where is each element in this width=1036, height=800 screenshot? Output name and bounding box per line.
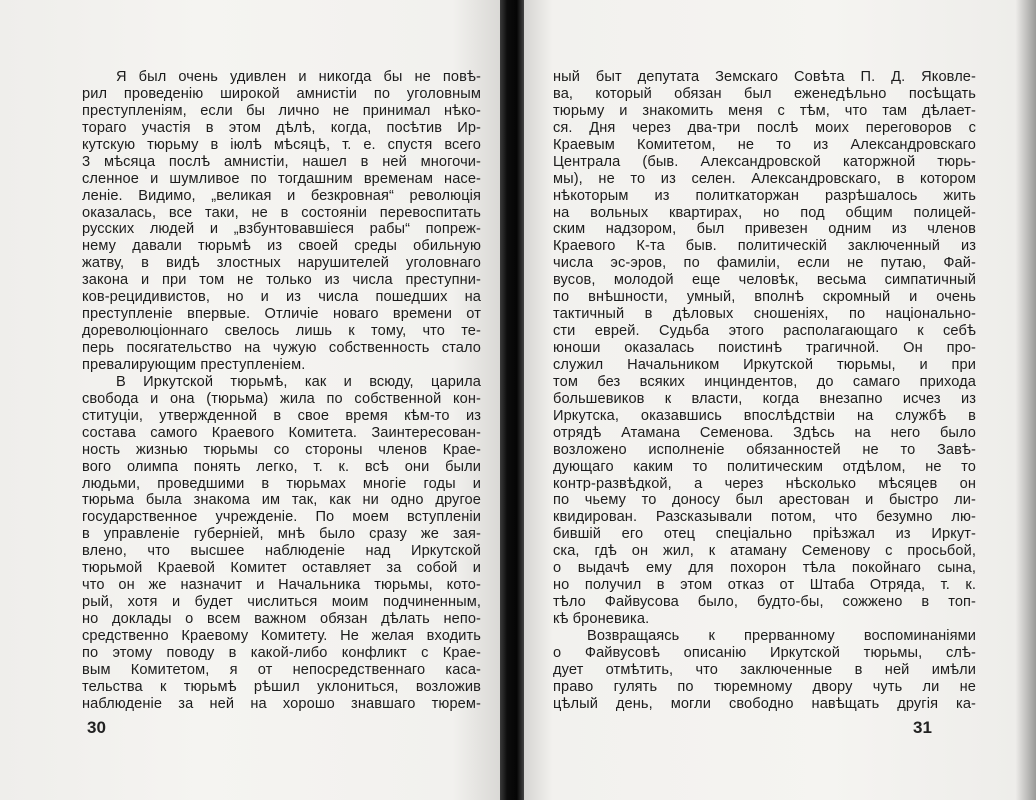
text-line: квидирован. Разсказывали потом, что безумно лю- — [553, 509, 976, 526]
text-line: жатву, в видѣ злостных нарушителей уголовнаго — [82, 255, 481, 272]
text-line: но получил в этом отказ от Штаба Отряда, т. к. — [553, 577, 976, 594]
text-line: том без всяких инциндентов, до самаго прихода — [553, 373, 976, 390]
text-line: Краевым Комитетом, не то из Александровскаго — [553, 136, 976, 153]
text-line: закона и при том не только из числа преступни- — [82, 272, 481, 289]
page-number-left: 30 — [87, 718, 106, 737]
text-line: кутскую тюрьму в iюлѣ мѣсяцѣ, т. е. спустя всего — [82, 136, 481, 153]
left-page-text — [82, 69, 481, 713]
text-line: преступленiе впервые. Отличiе новаго времени от — [82, 306, 481, 323]
text-line: превалирующим преступленiем. — [82, 356, 306, 373]
text-line: влено, что высшее наблюденiе над Иркутской — [82, 543, 481, 560]
text-line: служил Начальником Иркутской тюрьмы, и при — [553, 356, 976, 373]
text-line: числа эс-эров, по фамилiи, если не путаю, Фай- — [553, 255, 976, 272]
text-line: дующаго каким то политическим отдѣлом, не то — [553, 458, 976, 475]
text-line: вым Комитетом, я от непосредственнаго каса- — [82, 661, 481, 678]
text-line: тораго участiя в этом дѣлѣ, когда, посѣтив Ир- — [82, 119, 481, 136]
text-line: средственно Краевому Комитету. Не желая входить — [82, 627, 481, 644]
text-line: свобода и она (тюрьма) жила по собственной кон- — [82, 390, 481, 407]
text-line: людьми, проведшими в тюрьмах многiе годы и — [82, 475, 481, 492]
book-gutter — [500, 0, 524, 800]
text-line: рил проведенiю широкой амнистiи по уголовным — [82, 85, 481, 102]
text-line: тюрьмой Краевой Комитет оставляет за собой и — [82, 560, 481, 577]
text-line: состава самого Краевого Комитета. Заинтересован- — [82, 424, 481, 441]
text-line: о Файвусовѣ описанiю Иркутской тюрьмы, слѣ- — [553, 644, 976, 661]
text-line: большевиков к власти, когда внезапно исчез из — [553, 390, 976, 407]
text-line: нему давали тюрьмѣ из своей среды обильную — [82, 238, 481, 255]
text-line: В Иркутской тюрьмѣ, как и всюду, царила — [116, 373, 481, 390]
text-line: по чьему то доносу был арестован и быстро ли- — [553, 492, 976, 509]
text-line: ским надзором, был привезен одним из членов — [553, 221, 976, 238]
text-line: ска, гдѣ он жил, к атаману Семенову с просьбой, — [553, 543, 976, 560]
text-line: ся. Дня через два-три послѣ моих переговоров с — [553, 119, 976, 136]
text-line: ков-рецидивистов, но и из числа пошедших на — [82, 289, 481, 306]
text-line: тактичный в дѣловых сношенiях, по нацiонально- — [553, 306, 976, 323]
text-line: юноши оказалась поистинѣ трагичной. Он про- — [553, 340, 976, 356]
text-line: что он же назначит и Начальника тюрьмы, кото- — [82, 577, 481, 594]
text-line: ституцiи, утвержденной в свое время кѣм-то из — [82, 407, 481, 424]
text-line: отрядѣ Атамана Семенова. Здѣсь на него было — [553, 424, 976, 441]
text-line: на вольных квартирах, но под общим полицей- — [553, 204, 976, 221]
text-line: оказалась, все таки, не в состоянiи перевоспитать — [82, 204, 481, 221]
text-line: вусов, молодой еще человѣк, весьма симпатичный — [553, 272, 976, 289]
text-line: контр-развѣдкой, а через нѣсколько мѣсяцев он — [553, 475, 976, 492]
text-line: тюрьму и знакомить меня с тѣм, что там дѣлает- — [553, 102, 976, 119]
text-line: нѣкоторым из политкаторжан разрѣшалось жить — [553, 187, 976, 204]
page-number-right: 31 — [913, 718, 932, 737]
text-line: дореволюцiоннаго свелось лишь к тому, что те- — [82, 323, 481, 340]
text-line: ность жизнью тюрьмы со стороны членов Крае- — [82, 441, 481, 458]
right-page-text — [553, 69, 976, 713]
text-line: по внѣшности, умный, вполнѣ скромный и очень — [553, 289, 976, 306]
text-line: Возвращаясь к прерванному воспоминанiями — [587, 627, 976, 644]
text-line: 3 мѣсяца послѣ амнистiи, нашел в ней многочи- — [82, 153, 481, 170]
text-line: наблюденiе за ней на хорошо знавшаго тюрем- — [82, 695, 481, 712]
text-line: вого олимпа понять легко, т. к. всѣ они были — [82, 458, 481, 475]
text-line: кѣ броневика. — [553, 611, 650, 627]
text-line: мы), не то из селен. Александровскаго, в котором — [553, 170, 976, 187]
text-line: рый, хотя и будет числиться моим подчиненным, — [82, 594, 481, 611]
text-line: тельства к тюрьмѣ рѣшил уклониться, возложив — [82, 678, 481, 695]
text-line: государственное учрежденiе. По моем вступленiи — [82, 509, 481, 526]
text-line: ва, который обязан был еженедѣльно посѣщать — [553, 85, 976, 102]
text-line: Я был очень удивлен и никогда бы не повѣ- — [116, 69, 481, 85]
text-line: бившiй его отец спецiально прiѣзжал из Иркут- — [553, 526, 976, 543]
text-line: цѣлый день, могли свободно навѣщать другiя ка- — [553, 695, 976, 712]
text-line: тюрьма была знакома им так, как ни одно другое — [82, 492, 481, 509]
text-line: преступленiям, если бы лично не принимал нѣко- — [82, 102, 481, 119]
text-line: но доклады о всем важном обязан дѣлать непо- — [82, 611, 481, 627]
text-line: ленiе. Видимо, „великая и безкровная“ революцiя — [82, 187, 481, 204]
text-line: право гулять по тюремному двору чуть ли не — [553, 678, 976, 695]
text-line: в управленiе губернiей, мнѣ было сразу же зая- — [82, 526, 481, 543]
text-line: Краевого К-та быв. политическiй заключенный из — [553, 238, 976, 255]
text-line: дует отмѣтить, что заключенные в ней имѣли — [553, 661, 976, 678]
text-line: ный быт депутата Земскаго Совѣта П. Д. Яковле- — [553, 69, 976, 85]
text-line: русских людей и „взбунтовавшiеся рабы“ попреж- — [82, 221, 481, 238]
text-line: о выдачѣ ему для похорон тѣла покойнаго сына, — [553, 560, 976, 577]
text-line: тѣло Файвусова было, будто-бы, сожжено в топ- — [553, 594, 976, 611]
text-line: по этому поводу в какой-либо конфликт с Крае- — [82, 644, 481, 661]
text-line: сленное и шумливое по тогдашним временам насе- — [82, 170, 481, 187]
text-line: Централа (быв. Александровской каторжной тюрь- — [553, 153, 976, 170]
text-line: сти еврей. Судьба этого располагающаго к себѣ — [553, 323, 976, 340]
text-line: перь посягательство на чужую собственность стало — [82, 340, 481, 356]
text-line: возложено исполненiе обязанностей не то Завѣ- — [553, 441, 976, 458]
text-line: Иркутска, оказавшись впослѣдствiи на службѣ в — [553, 407, 976, 424]
